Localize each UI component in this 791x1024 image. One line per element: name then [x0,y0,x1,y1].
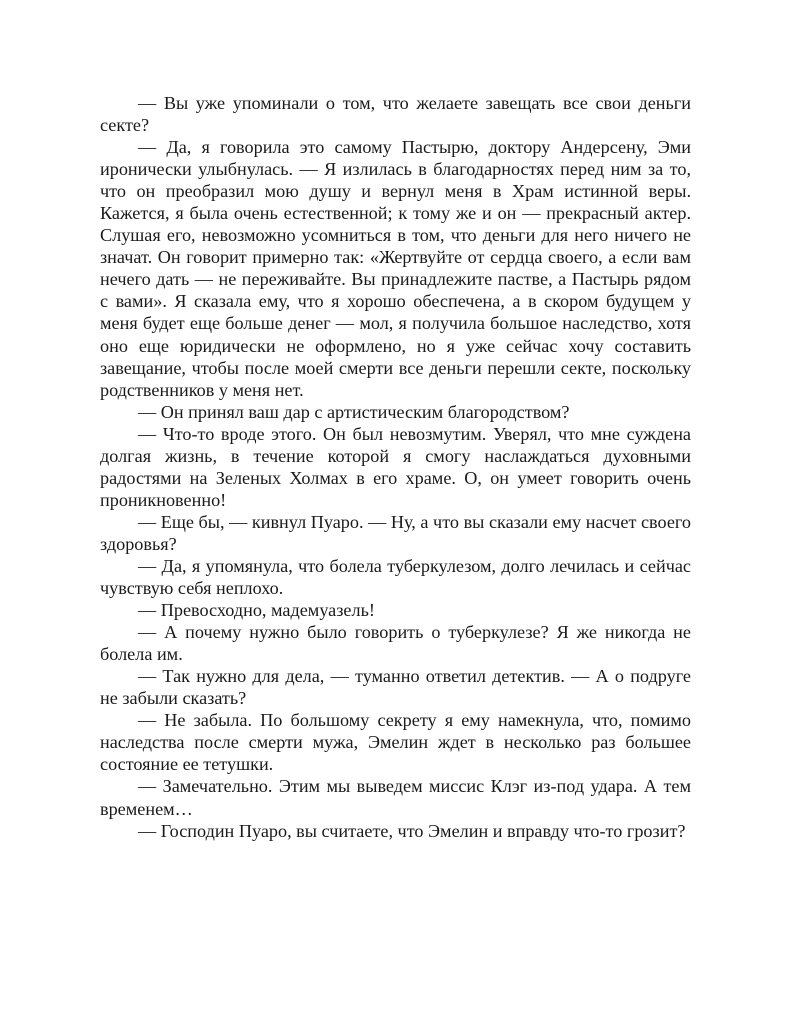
paragraph-12: — Господин Пуаро, вы считаете, что Эмелин и вправду что-то грозит? [138,820,686,841]
paragraph-7: — Превосходно, мадемуазель! [138,600,375,621]
document-page [100,92,691,842]
paragraph-9: — Так нужно для дела, — туманно ответил детектив. — А о подруге не забыли сказать? [100,666,691,709]
paragraph-10: — Не забыла. По большому секрету я ему намекнула, что, помимо наследства после смерти мужа, Эмелин ждет в несколько раз большее состояние ее тетушки. [100,710,691,775]
paragraph-11: — Замечательно. Этим мы выведем миссис Клэг из-под удара. А тем временем… [100,776,691,819]
paragraph-8: — А почему нужно было говорить о туберкулезе? Я же никогда не болела им. [100,622,691,665]
paragraph-3: — Он принял ваш дар с артистическим благородством? [138,401,570,422]
paragraph-5: — Еще бы, — кивнул Пуаро. — Ну, а что вы сказали ему насчет своего здоровья? [100,511,691,554]
paragraph-1: — Вы уже упоминали о том, что желаете завещать все свои деньги секте? [100,93,691,136]
paragraph-6: — Да, я упомянула, что болела туберкулезом, долго лечилась и сейчас чувствую себя неплохо. [100,555,691,599]
paragraph-4: — Что-то вроде этого. Он был невозмутим. Уверял, что мне суждена долгая жизнь, в течение которой я смогу наслаждаться духовными радостями на Зеленых Холмах в его храме. О, он умеет говорить очень проникновенно! [100,423,691,510]
paragraph-2: — Да, я говорила это самому Пастырю, доктору Андерсену, Эми иронически улыбнулась. — Я излилась в благодарностях перед ним за то, что он преобразил мою душу и вернул меня в Храм истинной веры. Кажется, я была очень естественной; к тому же и он — прекрасный актер. Слушая его, невозможно усомниться в том, что деньги для него ничего не значат. Он говорит примерно так: «Жертвуйте от сердца своего, а если вам нечего дать — не переживайте. Вы принадлежите пастве, а Пастырь рядом с вами». Я сказала ему, что я хорошо обеспечена, а в скором будущем у меня будет еще больше денег — мол, я получила большое наследство, хотя оно еще юридически не оформлено, но я уже сейчас хочу составить завещание, чтобы после моей смерти все деньги перешли секте, поскольку родственников у меня нет. [100,137,691,400]
